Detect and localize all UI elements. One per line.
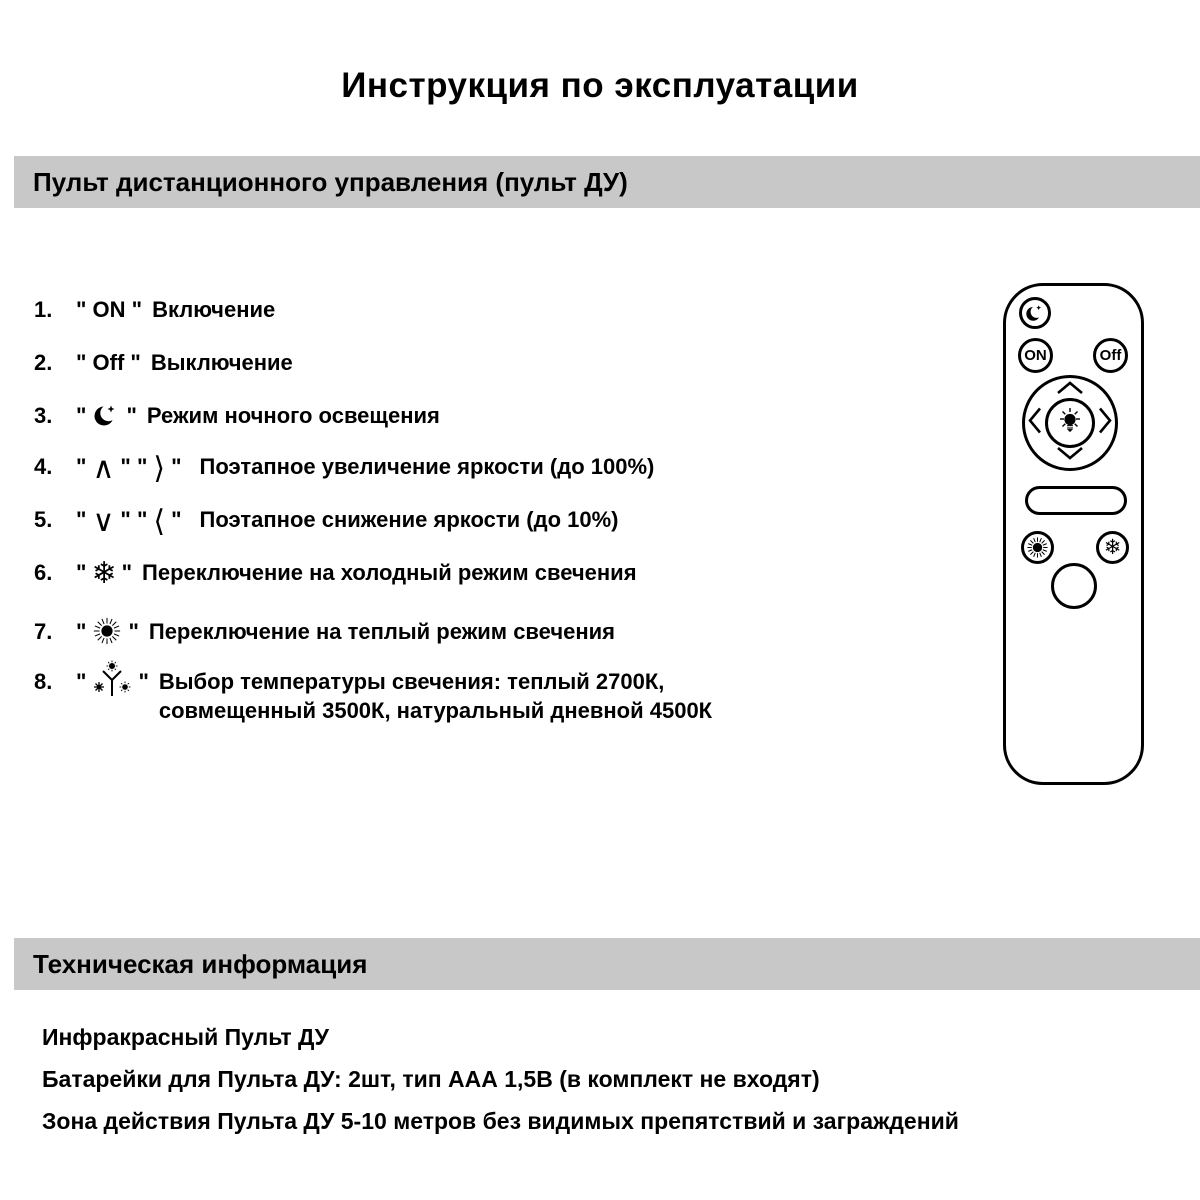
up-arrow-icon: ∧ xyxy=(92,451,115,486)
quote-mark: " xyxy=(76,403,87,428)
off-button-label: Off xyxy=(1099,347,1122,364)
remote-light-button xyxy=(1045,398,1095,448)
quote-mark: " xyxy=(76,560,87,585)
remote-bottom-button xyxy=(1051,563,1097,609)
tech-info-line: Зона действия Пульта ДУ 5-10 метров без видимых препятствий и заграждений xyxy=(42,1108,959,1134)
instruction-item-off xyxy=(34,350,293,376)
dpad-down-arrow-icon xyxy=(1056,446,1084,465)
temperature-select-icon xyxy=(92,660,132,708)
right-arrow-icon: ⟩ xyxy=(153,451,166,486)
quote-mark: " xyxy=(76,669,87,694)
item-number: 6. xyxy=(34,560,53,585)
remote-control-illustration xyxy=(1003,283,1144,785)
sun-warm-mode-icon xyxy=(1026,536,1049,559)
quote-mark: " " xyxy=(120,454,148,479)
quote-mark: " xyxy=(171,507,182,532)
quote-mark: " xyxy=(126,403,137,428)
item-label: Включение xyxy=(152,297,276,322)
item-number: 2. xyxy=(34,350,53,375)
tech-info-line: Батарейки для Пульта ДУ: 2шт, тип ААА 1,5В (в комплект не входят) xyxy=(42,1066,820,1092)
instruction-item-temperature-select xyxy=(34,667,712,725)
remote-off-button xyxy=(1093,338,1128,373)
section-header-remote xyxy=(14,156,1200,208)
item-label: Выключение xyxy=(150,350,293,375)
item-label: Выбор температуры свечения: теплый 2700К, xyxy=(158,669,665,694)
dpad-left-arrow-icon xyxy=(1028,407,1042,440)
tech-info-line: Инфракрасный Пульт ДУ xyxy=(42,1024,329,1050)
instruction-item-brightness-up xyxy=(34,451,655,486)
remote-cold-mode-button xyxy=(1096,531,1129,564)
on-button-label: ON xyxy=(1024,347,1047,364)
item-label: Переключение на теплый режим свечения xyxy=(148,619,616,644)
instruction-item-warm-mode xyxy=(34,614,615,650)
left-arrow-icon: ⟨ xyxy=(153,504,166,539)
item-label: Поэтапное снижение яркости (до 10%) xyxy=(199,507,619,532)
remote-warm-mode-button xyxy=(1021,531,1054,564)
quote-mark: " xyxy=(171,454,182,479)
item-number: 4. xyxy=(34,454,53,479)
light-bulb-icon xyxy=(1053,406,1087,440)
instruction-item-on xyxy=(34,297,275,323)
section-header-tech xyxy=(14,938,1200,990)
item-label: Режим ночного освещения xyxy=(146,403,440,428)
instruction-item-cold-mode xyxy=(34,556,637,591)
moon-night-mode-icon xyxy=(92,401,120,435)
quote-mark: " " xyxy=(120,507,148,532)
quote-mark: " xyxy=(76,619,87,644)
item-label-line2: совмещенный 3500К, натуральный дневной 4500К xyxy=(158,698,713,723)
item-number: 3. xyxy=(34,403,53,428)
instruction-item-brightness-down xyxy=(34,504,619,539)
remote-pill-button xyxy=(1025,486,1127,515)
quoted-button-name: " ON " xyxy=(76,297,143,322)
quote-mark: " xyxy=(76,507,87,532)
snowflake-cold-mode-icon: ❄ xyxy=(91,556,117,591)
snowflake-cold-mode-icon: ❄ xyxy=(1103,535,1122,559)
section-header-tech-label: Техническая информация xyxy=(33,949,368,979)
item-label: Поэтапное увеличение яркости (до 100%) xyxy=(199,454,655,479)
section-header-remote-label: Пульт дистанционного управления (пульт ДУ) xyxy=(33,167,628,197)
page-title: Инструкция по эксплуатации xyxy=(341,66,859,105)
quote-mark: " xyxy=(138,669,149,694)
remote-dpad xyxy=(1022,375,1118,471)
item-number: 8. xyxy=(34,669,53,694)
item-number: 1. xyxy=(34,297,53,322)
quote-mark: " xyxy=(128,619,139,644)
quote-mark: " xyxy=(76,454,87,479)
moon-night-mode-icon xyxy=(1024,302,1046,324)
down-arrow-icon: ∨ xyxy=(92,504,115,539)
sun-warm-mode-icon xyxy=(92,616,122,652)
item-number: 7. xyxy=(34,619,53,644)
item-number: 5. xyxy=(34,507,53,532)
quoted-button-name: " Off " xyxy=(76,350,141,375)
item-label: Переключение на холодный режим свечения xyxy=(142,560,637,585)
quote-mark: " xyxy=(121,560,133,585)
dpad-right-arrow-icon xyxy=(1098,407,1112,440)
remote-on-button xyxy=(1018,338,1053,373)
remote-night-mode-button xyxy=(1019,297,1051,329)
instruction-item-night-mode xyxy=(34,399,440,433)
